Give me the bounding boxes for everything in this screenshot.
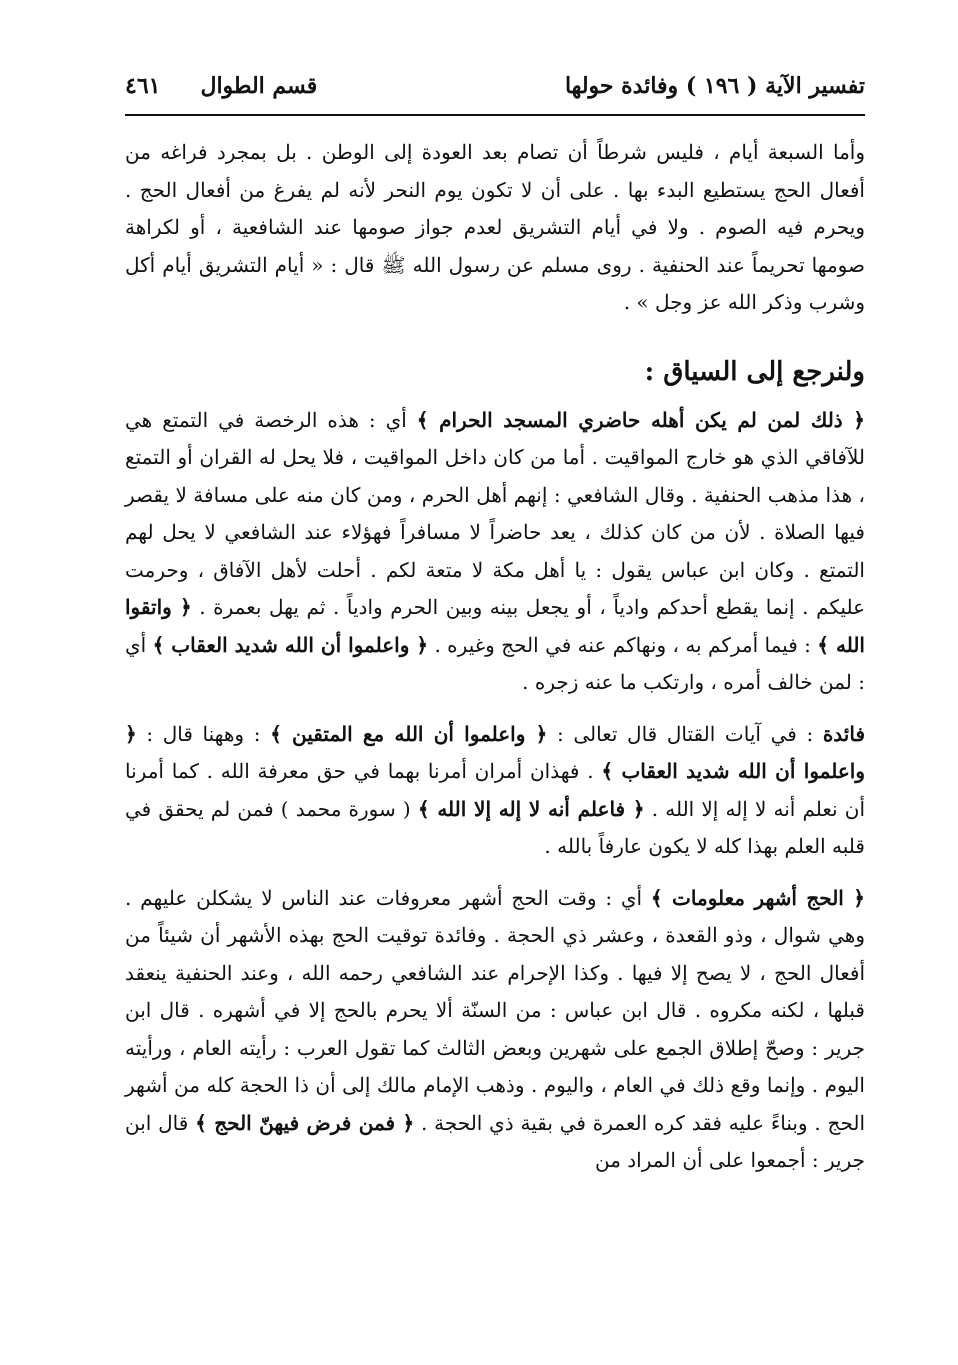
page-header [125, 62, 865, 110]
header-rule [125, 114, 865, 116]
paragraph-text: أي : وقت الحج أشهر معروفات عند الناس لا يشكلن عليهم . وهي شوال ، وذو القعدة ، وعشر ذي الحجة . وفائدة توقيت الحج بهذه الأشهر أن شيئاً من أفعال الحج ، لا يصح إلا فيها . وكذا الإحرام عند الشافعي رحمه الله ، وعند الحنفية ينعقد قبلها ، لكنه مكروه . قال ابن عباس : من السنّة ألا يحرم بالحج إلا في أشهره . قال ابن جرير : وصحّ إطلاق الجمع على شهرين وبعض الثالث كما تقول العرب : رأيته العام ، ورأيته اليوم . وإنما وقع ذلك في العام ، واليوم . وذهب الإمام مالك إلى أن ذا الحجة كله من أشهر الحج . وبناءً عليه فقد كره العمرة في بقية ذي الحجة . [125, 885, 865, 1135]
paragraph-1: وأما السبعة أيام ، فليس شرطاً أن تصام بعد العودة إلى الوطن . بل بمجرد فراغه من أفعال الحج يستطيع البدء بها . على أن لا تكون يوم النحر لأنه لم يفرغ من أفعال الحج . ويحرم فيه الصوم . ولا في أيام التشريق لعدم جواز صومها عند الشافعية ، أو لكراهة صومها تحريماً عند الحنفية . روى مسلم عن رسول الله ﷺ قال : « أيام التشريق أيام أكل وشرب وذكر الله عز وجل » . [125, 140, 865, 314]
book-page [125, 62, 865, 1194]
page-number: ٤٦١ [125, 73, 161, 99]
section-heading: ولنرجع إلى السياق : [644, 356, 865, 387]
verse-quote: ﴿ واعلموا أن الله شديد العقاب ﴾ [125, 721, 865, 783]
paragraph-text: : في آيات القتال قال تعالى : [547, 721, 823, 746]
paragraph-text: ( سورة محمد ) فمن لم يحقق في قلبه العلم بهذا كله لا يكون عارفاً بالله . [125, 796, 865, 858]
paragraph-2 [125, 402, 865, 702]
paragraph-text: . فهذان أمران أمرنا بهما في حق معرفة الله . كما أمرنا أن نعلم أنه لا إله إلا الله . [125, 759, 866, 821]
paragraph-text: أي : هذه الرخصة في التمتع هي للآفاقي الذي هو خارج المواقيت . أما من كان داخل المواقيت ، فلا يحل له القران أو التمتع ، هذا مذهب الحنفية . وقال الشافعي : إنهم أهل الحرم ، ومن كان منه على مسافة لا يقصر فيها الصلاة . لأن من كان كذلك ، يعد حاضراً لا مسافراً فهؤلاء عند الشافعي لا يحل لهم التمتع . وكان ابن عباس يقول : يا أهل مكة لا متعة لكم . أحلت لأهل الآفاق ، وحرمت عليكم . إنما يقطع أحدكم وادياً ، أو يجعل بينه وبين الحرم وادياً . ثم يهل بعمرة . [125, 407, 866, 619]
benefit-label: فائدة [822, 721, 866, 746]
verse-quote: ﴿ فمن فرض فيهنّ الحج ﴾ [195, 1110, 415, 1135]
paragraph-4 [125, 880, 865, 1180]
verse-quote: ﴿ الحج أشهر معلومات ﴾ [650, 885, 865, 910]
header-left [125, 62, 317, 110]
verse-quote: ﴿ واتقوا الله ﴾ [125, 595, 865, 657]
verse-quote: ﴿ ذلك لمن لم يكن أهله حاضري المسجد الحرام ﴾ [416, 407, 866, 432]
paragraph-text: : فيما أمركم به ، ونهاكم عنه في الحج وغيره . [428, 632, 818, 657]
section-title: قسم الطوال [200, 73, 318, 99]
verse-quote: ﴿ واعلموا أن الله شديد العقاب ﴾ [152, 632, 429, 657]
paragraph-text: قال ابن جرير : أجمعوا على أن المراد من [125, 1110, 865, 1172]
chapter-title: تفسير الآية ( ١٩٦ ) وفائدة حولها [564, 73, 865, 99]
paragraph-text: : وههنا قال : [136, 721, 271, 746]
verse-quote: ﴿ واعلموا أن الله مع المتقين ﴾ [270, 721, 548, 746]
paragraph-text: أي : لمن خالف أمره ، وارتكب ما عنه زجره . [125, 632, 865, 694]
verse-quote: ﴿ فاعلم أنه لا إله إلا الله ﴾ [417, 796, 645, 821]
paragraph-3 [125, 716, 865, 866]
